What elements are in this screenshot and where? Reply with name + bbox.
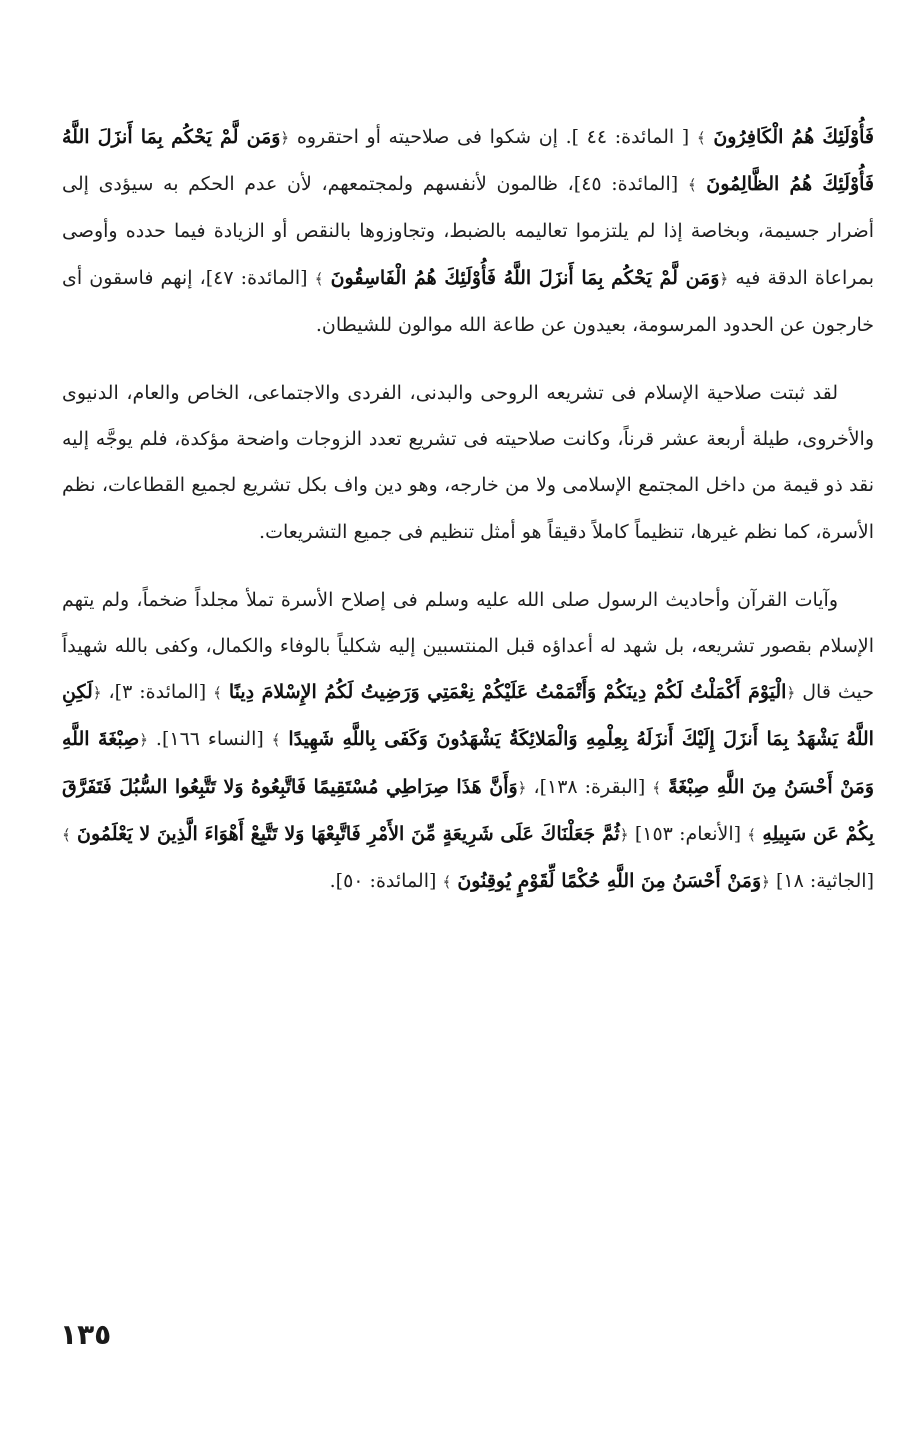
quran-verse: وَمَنْ أَحْسَنُ مِنَ اللَّهِ حُكْمًا لِّقَوْمٍ يُوقِنُونَ	[457, 870, 762, 893]
open-bracket-icon: ﴿	[761, 873, 770, 892]
paragraph-3	[62, 577, 874, 905]
open-bracket-icon: ﴿	[786, 684, 796, 703]
page-number: ١٣٥	[60, 1318, 112, 1351]
body-text: [الجاثية: ١٨]	[775, 870, 874, 893]
close-bracket-icon: ﴾	[271, 731, 281, 750]
quran-verse: فَأُوْلَئِكَ هُمُ الْكَافِرُونَ	[713, 126, 875, 148]
close-bracket-icon: ﴾	[62, 825, 71, 844]
quran-verse: وَأَنَّ هَذَا صِرَاطِي مُسْتَقِيمًا فَاتَّبِعُوهُ وَلا تَتَّبِعُوا السُّبُلَ فَتَفَرَّقَ بِكُمْ عَن سَبِيلِهِ	[62, 775, 874, 845]
paragraph-1	[62, 114, 874, 348]
open-bracket-icon: ﴿	[619, 825, 629, 844]
close-bracket-icon: ﴾	[442, 873, 452, 892]
close-bracket-icon: ﴾	[687, 176, 697, 195]
page-body	[62, 114, 874, 905]
open-bracket-icon: ﴿	[92, 684, 102, 703]
body-text: [البقرة: ١٣٨]،	[533, 775, 646, 798]
close-bracket-icon: ﴾	[747, 825, 757, 844]
quran-verse: ثُمَّ جَعَلْنَاكَ عَلَى شَرِيعَةٍ مِّنَ الأَمْرِ فَاتَّبِعْهَا وَلا تَتَّبِعْ أَهْوَاءَ الَّذِينَ لا يَعْلَمُونَ	[77, 822, 620, 845]
close-bracket-icon: ﴾	[314, 269, 324, 288]
body-text: [الأنعام: ١٥٣]	[634, 822, 742, 845]
quran-verse: وَمَن لَّمْ يَحْكُم بِمَا أَنزَلَ اللَّهُ فَأُوْلَئِكَ هُمُ الظَّالِمُونَ	[62, 126, 875, 196]
body-text: لقد ثبتت صلاحية الإسلام فى تشريعه الروحى والبدنى، الفردى والاجتماعى، الخاص والعام، الدنيوى والأخروى، طيلة أربعة عشر قرناً، وكانت صلاحيته فى تشريع تعدد الزوجات واضحة مؤكدة، فلم يوجَّه إليه نقد ذو قيمة من داخل المجتمع الإسلامى ولا من خارجه، وهو دين واف بكل تشريع لجميع القطاعات، نظم الأسرة، كما نظم غيرها، تنظيماً كاملاً دقيقاً هو أمثل تنظيم فى جميع التشريعات.	[62, 382, 874, 543]
open-bracket-icon: ﴿	[517, 778, 527, 797]
body-text: [ المائدة: ٤٤ ]. إن شكوا فى صلاحيته أو احتقروه	[296, 126, 690, 148]
open-bracket-icon: ﴿	[139, 731, 149, 750]
paragraph-2	[62, 370, 874, 555]
body-text: [النساء ١٦٦].	[155, 728, 264, 751]
quran-verse: صِبْغَةَ اللَّهِ وَمَنْ أَحْسَنُ مِنَ اللَّهِ صِبْغَةً	[62, 728, 875, 798]
quran-verse: لَكِنِ اللَّهُ يَشْهَدُ بِمَا أَنزَلَ إِلَيْكَ أَنزَلَهُ بِعِلْمِهِ وَالْمَلائِكَةُ يَشْهَدُونَ وَكَفَى بِاللَّهِ شَهِيدًا	[62, 681, 874, 751]
quran-verse: الْيَوْمَ أَكْمَلْتُ لَكُمْ دِينَكُمْ وَأَتْمَمْتُ عَلَيْكُمْ نِعْمَتِي وَرَضِيتُ لَكُمُ الإِسْلامَ دِينًا	[228, 681, 787, 704]
body-text: [المائدة: ٥٠].	[329, 870, 437, 893]
quran-verse: وَمَن لَّمْ يَحْكُم بِمَا أَنزَلَ اللَّهُ فَأُوْلَئِكَ هُمُ الْفَاسِقُونَ	[330, 266, 720, 289]
open-bracket-icon: ﴿	[280, 129, 290, 147]
close-bracket-icon: ﴾	[213, 684, 222, 703]
body-text: [المائدة: ٣]،	[108, 681, 207, 704]
body-text: [المائدة: ٤٥]، ظالمون لأنفسهم ولمجتمعهم، لأن عدم الحكم به سيؤدى إلى أضرار جسيمة، وبخاصة إذا لم يلتزموا تعاليمه بالضبط، وتجاوزوها بالنقص أو الزيادة فيما حدده وأوصى بمراعاة الدقة فيه	[62, 173, 874, 289]
body-text: [المائدة: ٤٧]، إنهم فاسقون أى خارجون عن الحدود المرسومة، بعيدون عن طاعة الله موالون للشيطان.	[62, 266, 874, 336]
open-bracket-icon: ﴿	[719, 269, 729, 288]
close-bracket-icon: ﴾	[652, 778, 662, 797]
close-bracket-icon: ﴾	[696, 129, 706, 147]
body-text: وآيات القرآن وأحاديث الرسول صلى الله عليه وسلم فى إصلاح الأسرة تملأ مجلداً ضخماً، ولم يتهم الإسلام بقصور تشريعه، بل شهد له أعداؤه قبل المنتسبين إليه شكلياً بالوفاء والكمال، وكفى بالله شهيداً حيث قال	[62, 588, 875, 704]
